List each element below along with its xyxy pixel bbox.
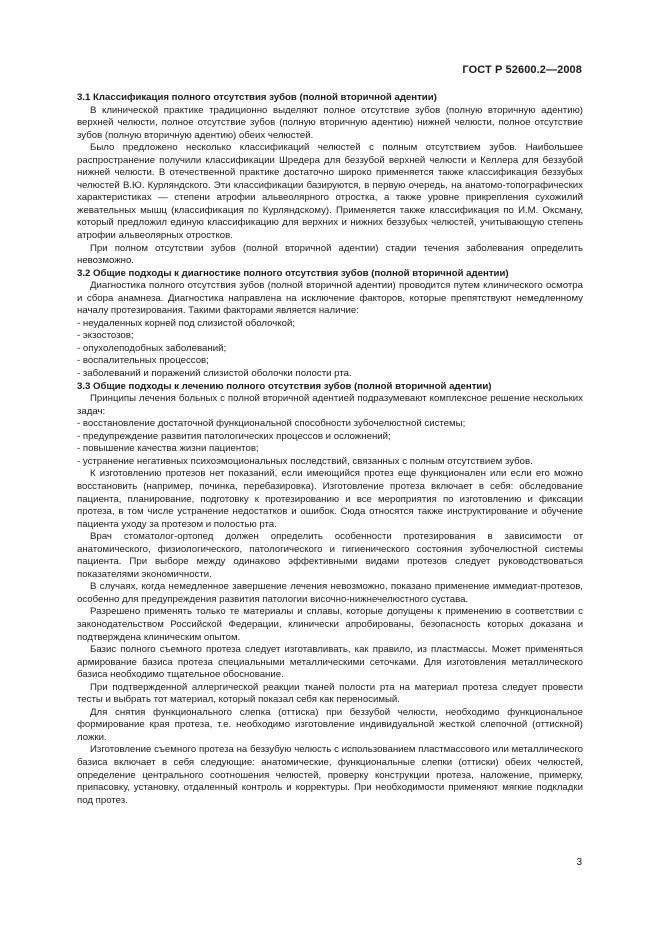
paragraph: В случаях, когда немедленное завершение лечения невозможно, показано применение иммедиат-протезов, особенно для предупреждения развития патологии височно-нижнечелюстного сустава. bbox=[77, 581, 583, 605]
paragraph: Принципы лечения больных с полной вторичной адентией подразумевают комплексное решение нескольких задач: bbox=[77, 393, 583, 417]
list-item: - предупреждение развития патологических процессов и осложнений; bbox=[77, 430, 391, 442]
paragraph: Врач стоматолог-ортопед должен определить особенности протезирования в зависимости от анатомического, физиологического, патологического и гигиенического состояния зубочелюстной системы пациента. При выборе между одинаково эффективными видами протезов следует руководствоваться показателями экономичности. bbox=[77, 531, 583, 580]
paragraph: Базис полного съемного протеза следует изготавливать, как правило, из пластмассы. Может применяться армирование базиса протеза специальными металлическими сеточками. Для изготовления металлического базиса необходимо тщательное обоснование. bbox=[77, 644, 583, 681]
page-number: 3 bbox=[576, 857, 582, 868]
section-heading-3-3: 3.3 Общие подходы к лечению полного отсутствия зубов (полной вторичной адентии) bbox=[77, 380, 492, 392]
list-item: - опухолеподобных заболеваний; bbox=[77, 342, 227, 354]
paragraph: Разрешено применять только те материалы и сплавы, которые допущены к применению в соответствии с законодательством Российской Федерации, клинически апробированы, безопасность которых доказана и подтверждена клиническим опытом. bbox=[77, 606, 583, 643]
paragraph: К изготовлению протезов нет показаний, если имеющийся протез еще функционален или если его можно восстановить (например, починка, перебазировка). Изготовление протеза включает в себя: обследование пациента, планирование, подготовку к протезированию и все мероприятия по изготовлению и фиксации протеза, в том числе устранение недостатков и ошибок. Сюда относятся также инструктирование и обучение пациента уходу за протезом и полостью рта. bbox=[77, 468, 583, 530]
list-item: - воспалительных процессов; bbox=[77, 355, 209, 367]
list-item: - заболеваний и поражений слизистой оболочки полости рта. bbox=[77, 368, 352, 380]
paragraph: Для снятия функционального слепка (оттиска) при беззубой челюсти, необходимо функциональное формирование края протеза, т.е. необходимо изготовление индивидуальной жесткой слепочной (оттискной) ложки. bbox=[77, 706, 583, 743]
paragraph: Диагностика полного отсутствия зубов (полной вторичной адентии) проводится путем клинического осмотра и сбора анамнеза. Диагностика направлена на исключение факторов, которые препятствуют немедленному началу протезирования. Такими факторами является наличие: bbox=[77, 280, 583, 317]
section-heading-3-1: 3.1 Классификация полного отсутствия зубов (полной вторичной адентии) bbox=[77, 92, 437, 103]
paragraph: При полном отсутствии зубов (полной вторичной адентии) стадии течения заболевания определить невозможно. bbox=[77, 242, 583, 267]
list-item: - неудаленных корней под слизистой оболочкой; bbox=[77, 317, 296, 329]
list-item: - повышение качества жизни пациентов; bbox=[77, 443, 259, 455]
paragraph: В клинической практике традиционно выделяют полное отсутствие зубов (полную вторичную адентию) верхней челюсти, полное отсутствие зубов (полную вторичную адентию) нижней челюсти, полное отсутствие зубов (полную вторичную адентию) обеих челюстей. bbox=[77, 104, 583, 141]
list-item: - восстановление достаточной функциональной способности зубочелюстной системы; bbox=[77, 418, 466, 430]
section-heading-3-2: 3.2 Общие подходы к диагностике полного отсутствия зубов (полной вторичной адентии) bbox=[77, 267, 509, 279]
document-id: ГОСТ Р 52600.2—2008 bbox=[462, 64, 582, 76]
document-body bbox=[77, 92, 583, 807]
list-item: - экзостозов; bbox=[77, 330, 134, 342]
paragraph: Было предложено несколько классификаций челюстей с полным отсутствием зубов. Наибольшее распространение получили классификации Шредера для беззубой верхней челюсти и Келлера для беззубой нижней челюсти. В отечественной практике достаточно широко применяется также классификация беззубых челюстей В.Ю. Курляндского. Эти классификации базируются, в первую очередь, на анатомо-топографических характеристиках — степени атрофии альвеолярного отростка, а также уровне прикрепления сухожилий жевательных мышц (классификация по Курляндскому). Применяется также классификация по И.М. Оксману, который предложил единую классификацию для верхних и нижних беззубых челюстей, учитывающую степень атрофии альвеолярных отростков. bbox=[77, 142, 583, 242]
paragraph: При подтвержденной аллергической реакции тканей полости рта на материал протеза следует провести тесты и выбрать тот материал, который показал себя как переносимый. bbox=[77, 681, 583, 706]
list-item: - устранение негативных психоэмоциональных последствий, связанных с полным отсутствием зубов. bbox=[77, 455, 533, 467]
paragraph: Изготовление съемного протеза на беззубую челюсть с использованием пластмассового или металлического базиса включает в себя следующие: анатомические, функциональные слепки (оттиски) обеих челюстей, определение центрального соотношения челюстей, проверку конструкции протеза, наложение, примерку, припасовку, установку, отдаленный контроль и корректуры. При необходимости применяют мягкие подкладки под протез. bbox=[77, 744, 583, 806]
